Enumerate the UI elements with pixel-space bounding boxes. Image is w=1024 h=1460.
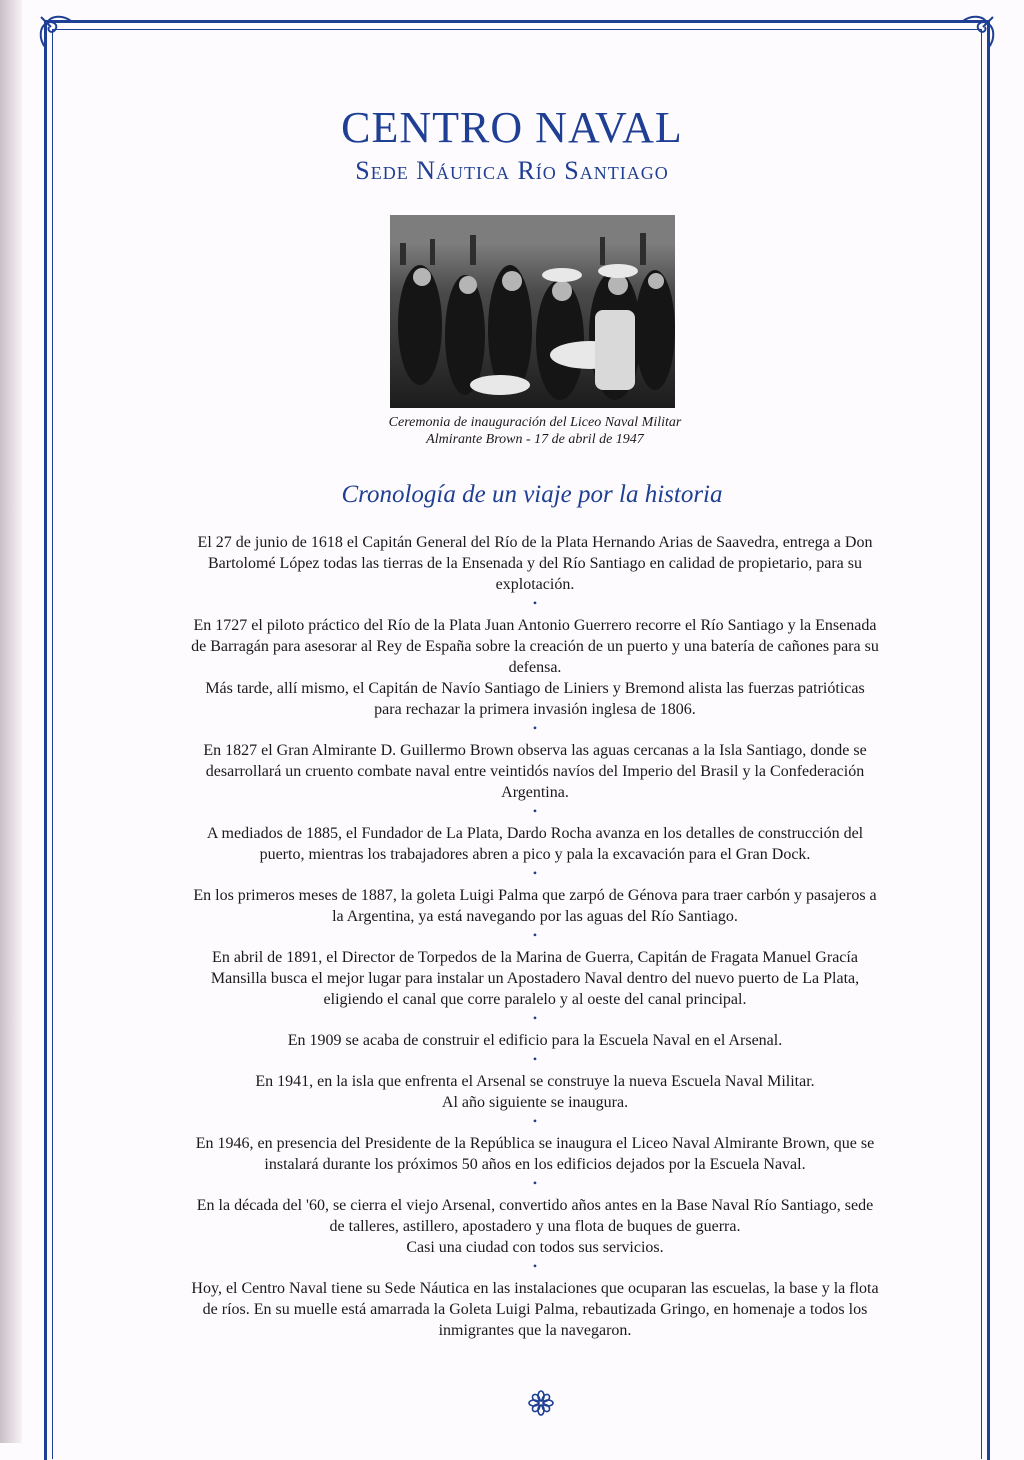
bullet-separator: •: [532, 1114, 538, 1128]
corner-ornament-right-icon: [961, 9, 1001, 49]
bullet-separator: •: [532, 1176, 538, 1190]
corner-ornament-left-icon: [33, 9, 73, 49]
timeline-entry: En 1946, en presencia del Presidente de la República se inaugura el Liceo Naval Almirante Brown, que se instalará durante los próximos 50 años en los edificios dejados por la Escuela Naval.: [195, 1135, 875, 1173]
ceremony-photo: [390, 215, 675, 408]
timeline-entry: En los primeros meses de 1887, la goleta Luigi Palma que zarpó de Génova para traer carbón y pasajeros a la Argentina, ya está navegando por las aguas del Río Santiago.: [193, 887, 877, 925]
caption-line: Ceremonia de inauguración del Liceo Naval Militar: [388, 415, 682, 430]
page-title: CENTRO NAVAL: [341, 103, 683, 152]
timeline-entry: En la década del '60, se cierra el viejo Arsenal, convertido años antes en la Base Naval Río Santiago, sede de talleres, astillero, apostadero y una flota de buques de guerra.: [196, 1197, 874, 1235]
timeline-entry: En 1727 el piloto práctico del Río de la Plata Juan Antonio Guerrero recorre el Río Santiago y la Ensenada de Barragán para asesorar al Rey de España sobre la creación de un puerto y una batería de cañones para su defensa.: [191, 617, 879, 676]
bullet-separator: •: [532, 596, 538, 610]
timeline-entry: A mediados de 1885, el Fundador de La Plata, Dardo Rocha avanza en los detalles de construcción del puerto, mientras los trabajadores abren a pico y pala la excavación para el Gran Dock.: [206, 825, 864, 863]
timeline-entry: Más tarde, allí mismo, el Capitán de Navío Santiago de Liniers y Bremond alista las fuerzas patrióticas para rechazar la primera invasión inglesa de 1806.: [205, 680, 865, 718]
timeline-entry: Casi una ciudad con todos sus servicios.: [406, 1239, 664, 1256]
caption-line: Almirante Brown - 17 de abril de 1947: [426, 432, 644, 447]
timeline-entry: En 1827 el Gran Almirante D. Guillermo Brown observa las aguas cercanas a la Isla Santiago, donde se desarrollará un cruento combate naval entre veintidós navíos del Imperio del Brasil y la Confederación Argentina.: [203, 742, 867, 801]
timeline-entry: En 1941, en la isla que enfrenta el Arsenal se construye la nueva Escuela Naval Militar.: [255, 1073, 815, 1090]
page-subtitle: Sede Náutica Río Santiago: [355, 156, 669, 185]
section-heading: Cronología de un viaje por la historia: [341, 481, 723, 508]
timeline-entry: En 1909 se acaba de construir el edificio para la Escuela Naval en el Arsenal.: [287, 1032, 783, 1049]
bullet-separator: •: [532, 1052, 538, 1066]
timeline-entry: Al año siguiente se inaugura.: [441, 1094, 629, 1111]
rosette-icon: [528, 1390, 554, 1416]
bullet-separator: •: [532, 1259, 538, 1273]
timeline-entry: Hoy, el Centro Naval tiene su Sede Náutica en las instalaciones que ocuparan las escuelas, la base y la flota de ríos. En su muelle está amarrada la Goleta Luigi Palma, rebautizada Gringo, en homenaje a todos los inmigrantes que la navegaron.: [191, 1280, 879, 1339]
timeline-entry: En abril de 1891, el Director de Torpedos de la Marina de Guerra, Capitán de Fragata Manuel Gracía Mansilla busca el mejor lugar para instalar un Apostadero Naval dentro del nuevo puerto de La Plata, eligiendo el canal que corre paralelo y al oeste del canal principal.: [210, 949, 860, 1008]
timeline: [190, 532, 880, 1341]
bullet-separator: •: [532, 866, 538, 880]
scanner-edge: [0, 0, 22, 1443]
timeline-entry: El 27 de junio de 1618 el Capitán General del Río de la Plata Hernando Arias de Saavedra, entrega a Don Bartolomé López todas las tierras de la Ensenada y del Río Santiago en calidad de propietario, para su explotación.: [197, 534, 873, 593]
photo-caption: [300, 414, 770, 448]
bullet-separator: •: [532, 804, 538, 818]
bullet-separator: •: [532, 1011, 538, 1025]
bullet-separator: •: [532, 928, 538, 942]
bullet-separator: •: [532, 721, 538, 735]
